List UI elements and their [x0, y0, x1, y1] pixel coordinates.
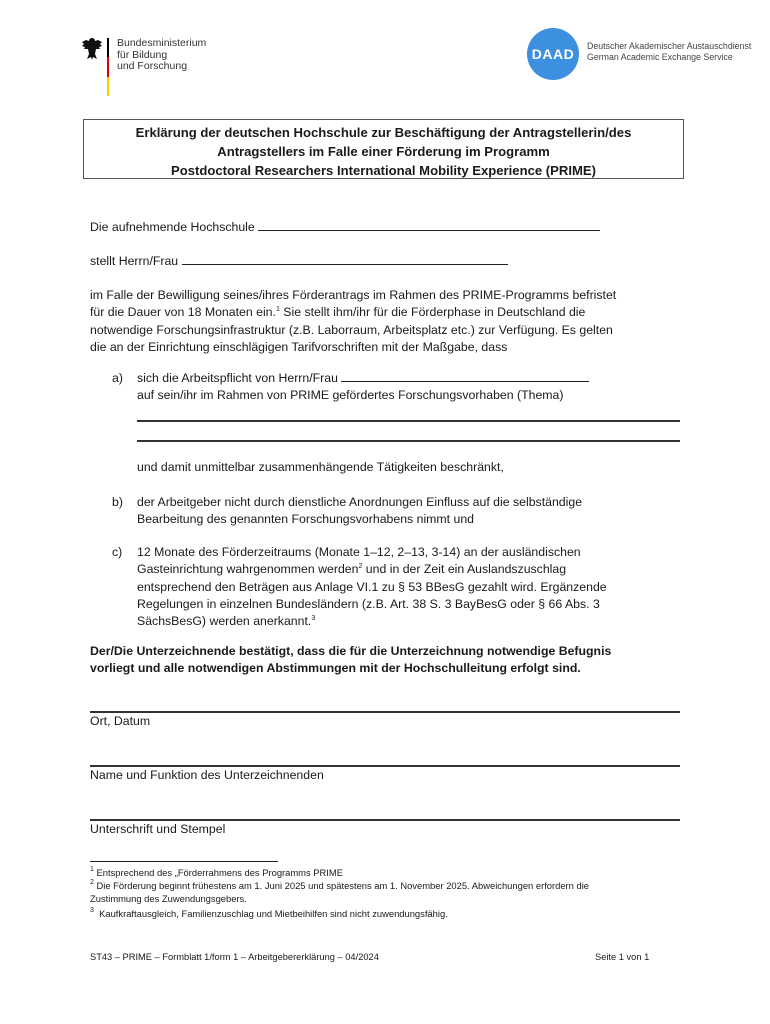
item-b-line: Bearbeitung des genannten Forschungsvorhabens nimmt und	[137, 512, 475, 527]
daad-logo-text	[587, 41, 751, 62]
intro-text: Sie stellt ihm/ihr für die Förderphase in Deutschland die	[279, 305, 586, 320]
intro-line: im Falle der Bewilligung seines/ihres Förderantrags im Rahmen des PRIME-Programms befristet	[90, 288, 617, 302]
document-title	[83, 119, 684, 179]
person-name-field[interactable]	[182, 253, 508, 265]
intro-paragraph	[90, 287, 616, 356]
footnote-number: 2	[90, 879, 94, 886]
confirmation-line: Der/Die Unterzeichnende bestätigt, dass die für die Unterzeichnung notwendige Befugnis	[90, 644, 612, 658]
confirmation-line: vorliegt und alle notwendigen Abstimmungen mit der Hochschulleitung erfolgt sind.	[90, 661, 581, 676]
item-c-line: Regelungen in einzelnen Bundesländern (z.B. Art. 38 S. 3 BayBesG oder § 66 Abs. 3	[137, 596, 600, 611]
signature-stamp-label: Unterschrift und Stempel	[90, 822, 226, 836]
footnote-text: Die Förderung beginnt frühestens am 1. Juni 2025 und spätestens am 1. November 2025. Abweichungen erfordern die	[96, 880, 590, 891]
item-c	[137, 544, 607, 630]
bmbf-line: und Forschung	[117, 60, 188, 72]
item-c-line	[137, 561, 607, 578]
item-c-text: SächsBesG) werden anerkannt.	[137, 614, 312, 629]
employee-name-field[interactable]	[341, 370, 589, 382]
daad-line: German Academic Exchange Service	[587, 51, 733, 62]
german-flag-bar	[107, 38, 109, 96]
item-c-label: c)	[112, 545, 123, 559]
item-a-line: und damit unmittelbar zusammenhängende Tätigkeiten beschränkt,	[137, 460, 504, 474]
place-date-field[interactable]	[90, 711, 680, 713]
item-c-text: Gasteinrichtung wahrgenommen werden	[137, 562, 359, 577]
footnote-ref: 3	[311, 615, 316, 623]
title-line: Erklärung der deutschen Hochschule zur Beschäftigung der Antragstellerin/des	[135, 125, 632, 140]
item-a	[137, 370, 589, 405]
research-topic-field-1[interactable]	[137, 420, 680, 422]
title-line: Antragstellers im Falle einer Förderung im Programm	[217, 144, 550, 159]
host-label: Die aufnehmende Hochschule	[90, 220, 255, 234]
host-institution-line	[90, 219, 600, 236]
item-a-text: sich die Arbeitspflicht von Herrn/Frau	[137, 371, 338, 385]
title-line: Postdoctoral Researchers International Mobility Experience (PRIME)	[171, 163, 596, 178]
footnote-2	[90, 879, 589, 892]
intro-line	[90, 304, 616, 321]
place-date-label: Ort, Datum	[90, 714, 151, 728]
person-line	[90, 253, 508, 270]
item-b	[137, 494, 582, 529]
footer-form-id: ST43 – PRIME – Formblatt 1/form 1 – Arbeitgebererklärung – 04/2024	[90, 952, 379, 962]
footnote-number: 1	[90, 866, 94, 873]
footnote-2-cont: Zustimmung des Zuwendungsgebers.	[90, 893, 247, 904]
bmbf-line: Bundesministerium	[117, 37, 207, 49]
footnote-separator	[90, 861, 278, 862]
item-c-line: entsprechend den Beträgen aus Anlage VI.1 zu § 53 BBesG gezahlt wird. Ergänzende	[137, 579, 607, 594]
daad-line: Deutscher Akademischer Austauschdienst	[587, 41, 752, 51]
item-b-line: der Arbeitgeber nicht durch dienstliche Anordnungen Einfluss auf die selbständige	[137, 495, 583, 509]
footnote-ref: 1	[275, 306, 280, 314]
intro-text: für die Dauer von 18 Monaten ein.	[90, 305, 276, 320]
item-a-line: auf sein/ihr im Rahmen von PRIME gefördertes Forschungsvorhaben (Thema)	[137, 388, 564, 403]
footnote-ref: 2	[358, 563, 363, 571]
footnote-3	[90, 907, 589, 920]
bmbf-line: für Bildung	[117, 48, 168, 61]
confirmation-statement	[90, 643, 611, 678]
bmbf-logo-text	[117, 38, 206, 73]
item-b-label: b)	[112, 495, 123, 509]
research-topic-field-2[interactable]	[137, 440, 680, 442]
footnote-1	[90, 866, 589, 879]
item-a-line	[137, 370, 589, 387]
intro-line: notwendige Forschungsinfrastruktur (z.B. Laborraum, Arbeitsplatz etc.) zur Verfügung. Es gelten	[90, 322, 613, 337]
intro-line: die an der Einrichtung einschlägigen Tarifvorschriften mit der Maßgabe, dass	[90, 339, 508, 354]
item-c-line: 12 Monate des Förderzeitraums (Monate 1–12, 2–13, 3-14) an der ausländischen	[137, 545, 581, 559]
footnote-text: Entsprechend des „Förderrahmens des Programms PRIME	[96, 867, 343, 878]
daad-logo: DAAD	[527, 28, 579, 80]
footnotes	[90, 866, 589, 920]
name-function-label: Name und Funktion des Unterzeichnenden	[90, 768, 324, 782]
person-label: stellt Herrn/Frau	[90, 254, 179, 268]
footer-page-number: Seite 1 von 1	[595, 952, 650, 962]
item-c-text: und in der Zeit ein Auslandszuschlag	[362, 562, 567, 577]
footnote-number: 3	[90, 907, 94, 914]
footnote-text: Kaufkraftausgleich, Familienzuschlag und Mietbeihilfen sind nicht zuwendungsfähig.	[99, 908, 448, 919]
host-institution-field[interactable]	[258, 219, 600, 231]
federal-eagle-icon	[80, 36, 104, 62]
item-a-label: a)	[112, 371, 123, 385]
item-c-line	[137, 613, 607, 630]
